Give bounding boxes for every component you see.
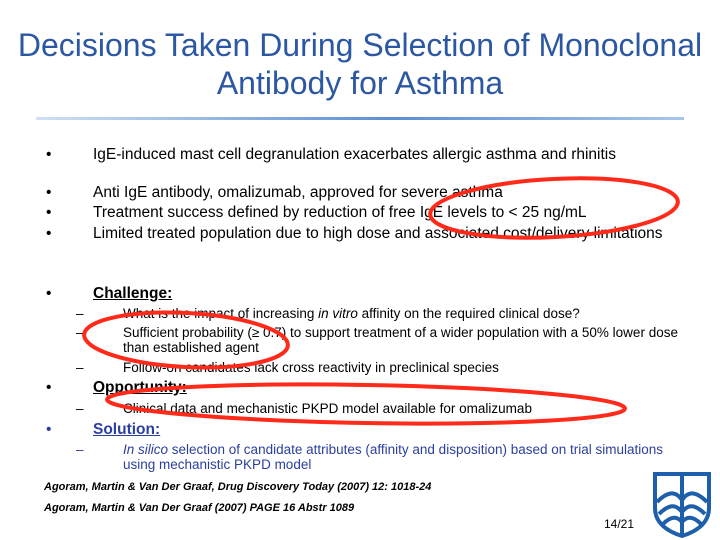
dash-marker: –	[76, 442, 84, 457]
bullet-text: Treatment success defined by reduction of free IgE levels to < 25 ng/mL	[93, 204, 587, 221]
bullet-marker: •	[46, 146, 52, 163]
company-logo	[651, 468, 713, 538]
challenge-item: What is the impact of increasing in vitro affinity on the required clinical dose?	[123, 306, 580, 321]
reference-citation: Agoram, Martin & Van Der Graaf (2007) PAGE 16 Abstr 1089	[44, 502, 355, 514]
opportunity-heading: Opportunity:	[93, 379, 187, 396]
challenge-item: Sufficient probability (≥ 0.7) to support treatment of a wider population with a 50% lower dose than established agent	[123, 325, 678, 355]
dash-marker: –	[76, 401, 84, 416]
bullet-text: Anti IgE antibody, omalizumab, approved for severe asthma	[93, 184, 503, 201]
bullet-marker: •	[46, 379, 52, 396]
bullet-marker: •	[46, 285, 52, 302]
bullet-marker: •	[46, 204, 52, 221]
opportunity-item: Clinical data and mechanistic PKPD model available for omalizumab	[123, 401, 532, 416]
bullet-marker: •	[46, 421, 52, 438]
challenge-item: Follow-on candidates lack cross reactivity in preclinical species	[123, 360, 499, 375]
challenge-heading: Challenge:	[93, 285, 173, 302]
page-number: 14/21	[604, 517, 635, 531]
slide-title: Decisions Taken During Selection of Monoclonal Antibody for Asthma	[17, 27, 703, 101]
bullet-marker: •	[46, 225, 52, 242]
dash-marker: –	[76, 325, 84, 340]
reference-citation: Agoram, Martin & Van Der Graaf, Drug Discovery Today (2007) 12: 1018-24	[44, 481, 432, 493]
dash-marker: –	[76, 360, 84, 375]
solution-item: In silico selection of candidate attributes (affinity and disposition) based on trial simulations using mechanistic PKPD model	[123, 442, 664, 472]
bullet-marker: •	[46, 184, 52, 201]
bullet-text: IgE-induced mast cell degranulation exacerbates allergic asthma and rhinitis	[93, 146, 616, 163]
dash-marker: –	[76, 306, 84, 321]
bullet-text: Limited treated population due to high dose and associated cost/delivery limitations	[93, 225, 663, 242]
solution-heading: Solution:	[93, 421, 161, 438]
